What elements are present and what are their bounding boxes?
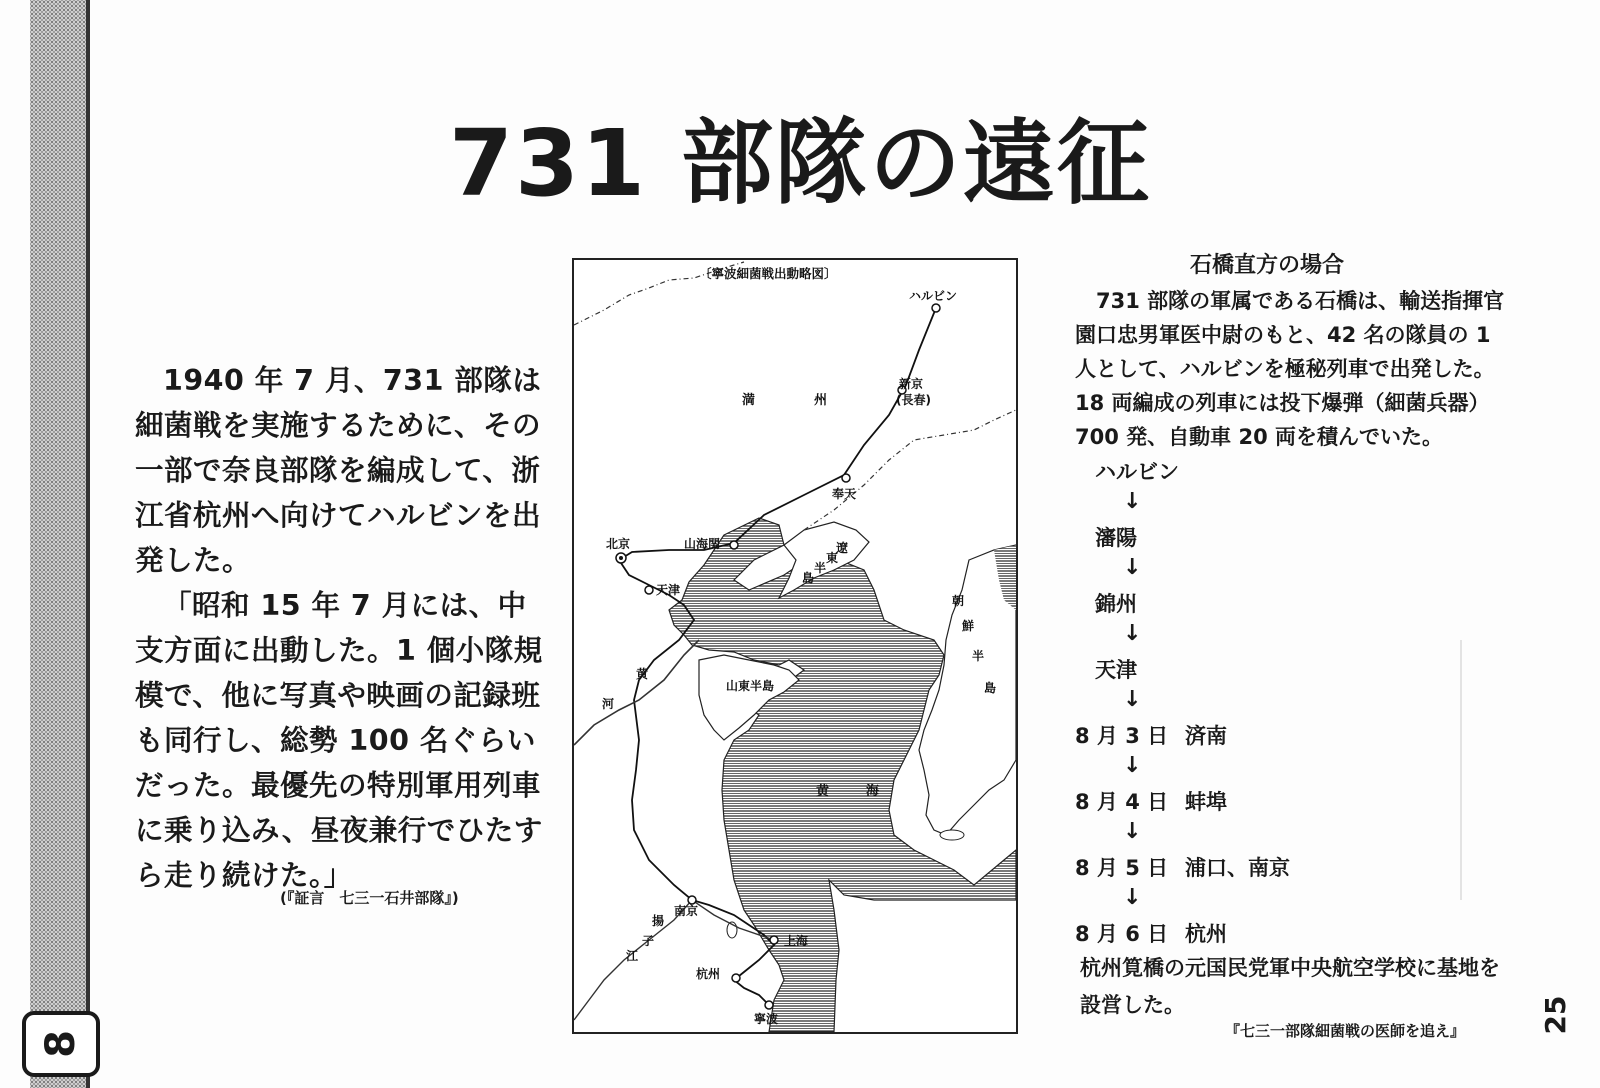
label-tenshin: 天津: [656, 583, 681, 597]
route-place: 済南: [1185, 724, 1227, 748]
label-ryoto-3: 半: [814, 561, 827, 575]
label-santo: 山東半島: [726, 679, 775, 693]
right-note: 杭州筧橋の元国民党軍中央航空学校に基地を設営した。: [1080, 956, 1500, 1017]
map-caption: 〔寧波細菌戦出動略図〕: [699, 266, 837, 281]
route-arrow: ↓: [1123, 555, 1142, 580]
route-place: 杭州: [1185, 922, 1227, 946]
label-manshu-1: 満: [742, 393, 756, 408]
label-pekin: 北京: [606, 537, 631, 551]
right-source-citation: 『七三一部隊細菌戦の医師を追え』: [1225, 1022, 1466, 1040]
route-arrow: ↓: [1123, 621, 1142, 646]
right-paragraph: [1075, 284, 1515, 454]
route-arrow: ↓: [1123, 753, 1142, 778]
label-shanhai: 上海: [784, 934, 809, 948]
route-arrow: ↓: [1123, 819, 1142, 844]
label-ryoto-4: 島: [802, 571, 815, 585]
label-manshu-2: 州: [814, 393, 828, 408]
route-date: 8 月 4 日: [1075, 790, 1169, 814]
label-ryoto-1: 遼: [836, 541, 849, 555]
route-place: 瀋陽: [1095, 526, 1137, 550]
route-date: 8 月 5 日: [1075, 856, 1169, 880]
label-kokai-2: 海: [866, 784, 880, 799]
left-column-text: [135, 358, 545, 898]
station-marker: [730, 541, 738, 549]
left-source-citation: (『証言 七三一石井部隊』): [280, 889, 459, 907]
label-hoten: 奉天: [832, 487, 857, 501]
route-arrow: ↓: [1123, 687, 1142, 712]
label-harbin: ハルビン: [909, 289, 958, 303]
label-chosen-3: 半: [972, 649, 985, 663]
station-marker-capital-inner: [619, 556, 623, 560]
label-shinkyo-sub: (長春): [896, 393, 931, 407]
bleed-through-shadow: [1460, 640, 1502, 900]
station-marker: [932, 304, 940, 312]
label-kokai-1: 黄: [816, 784, 830, 799]
label-kouga-1: 黄: [636, 667, 649, 681]
chapter-badge: 8: [22, 1011, 100, 1077]
river-yangtze: [574, 900, 774, 1020]
route-map-svg: [574, 260, 1016, 1032]
right-paragraph-text: 731 部隊の軍属である石橋は、輸送指揮官園口忠男軍医中尉のもと、42 名の隊員の 1 人として、ハルビンを極秘列車で出発した。18 両編成の列車には投下爆弾（細菌兵器）700 発、自動車 20 両を積んでいた。: [1075, 289, 1505, 449]
route-date: 8 月 6 日: [1075, 922, 1169, 946]
route-place: 蚌埠: [1185, 790, 1227, 814]
station-marker: [688, 896, 696, 904]
label-yousu-1: 揚: [652, 914, 665, 928]
route-arrow: ↓: [1123, 489, 1142, 514]
label-ryoto-2: 東: [826, 551, 839, 565]
route-place: ハルビン: [1095, 460, 1179, 484]
route-place: 錦州: [1095, 592, 1137, 616]
label-nankin: 南京: [674, 904, 699, 918]
right-heading: 石橋直方の場合: [1190, 253, 1345, 278]
route-place: 天津: [1095, 658, 1137, 682]
station-marker: [765, 1001, 773, 1009]
label-chosen-4: 島: [984, 681, 997, 695]
page-number: 25: [1538, 995, 1572, 1035]
border-line-2: [804, 410, 1016, 530]
label-yousu-3: 江: [626, 949, 639, 963]
label-chosen-1: 朝: [952, 594, 965, 608]
label-neiha: 寧波: [754, 1012, 779, 1026]
station-marker: [770, 936, 778, 944]
station-marker: [732, 974, 740, 982]
left-paragraph-2: 「昭和 15 年 7 月には、中支方面に出動した。1 個小隊規模で、他に写真や映画の記録班も同行し、総勢 100 名ぐらいだった。最優先の特別軍用列車に乗り込み、昼夜兼行でひたすら走り続けた。」: [135, 589, 543, 892]
label-yousu-2: 子: [642, 934, 655, 948]
label-koushu: 杭州: [696, 967, 721, 981]
label-sankaikan: 山海関: [684, 537, 721, 551]
islet: [940, 830, 964, 840]
station-marker: [645, 586, 653, 594]
route-date: 8 月 3 日: [1075, 724, 1169, 748]
route-arrow: ↓: [1123, 885, 1142, 910]
label-shinkyo: 新京: [899, 377, 924, 391]
label-chosen-2: 鮮: [962, 619, 975, 633]
label-kouga-2: 河: [602, 697, 615, 711]
route-place: 浦口、南京: [1185, 856, 1290, 880]
page-title: 731 部隊の遠征: [448, 110, 1152, 217]
station-marker: [842, 474, 850, 482]
route-map: [572, 258, 1018, 1034]
left-paragraph-1: 1940 年 7 月、731 部隊は細菌戦を実施するために、その一部で奈良部隊を編成して、浙江省杭州へ向けてハルビンを出発した。: [135, 364, 542, 577]
